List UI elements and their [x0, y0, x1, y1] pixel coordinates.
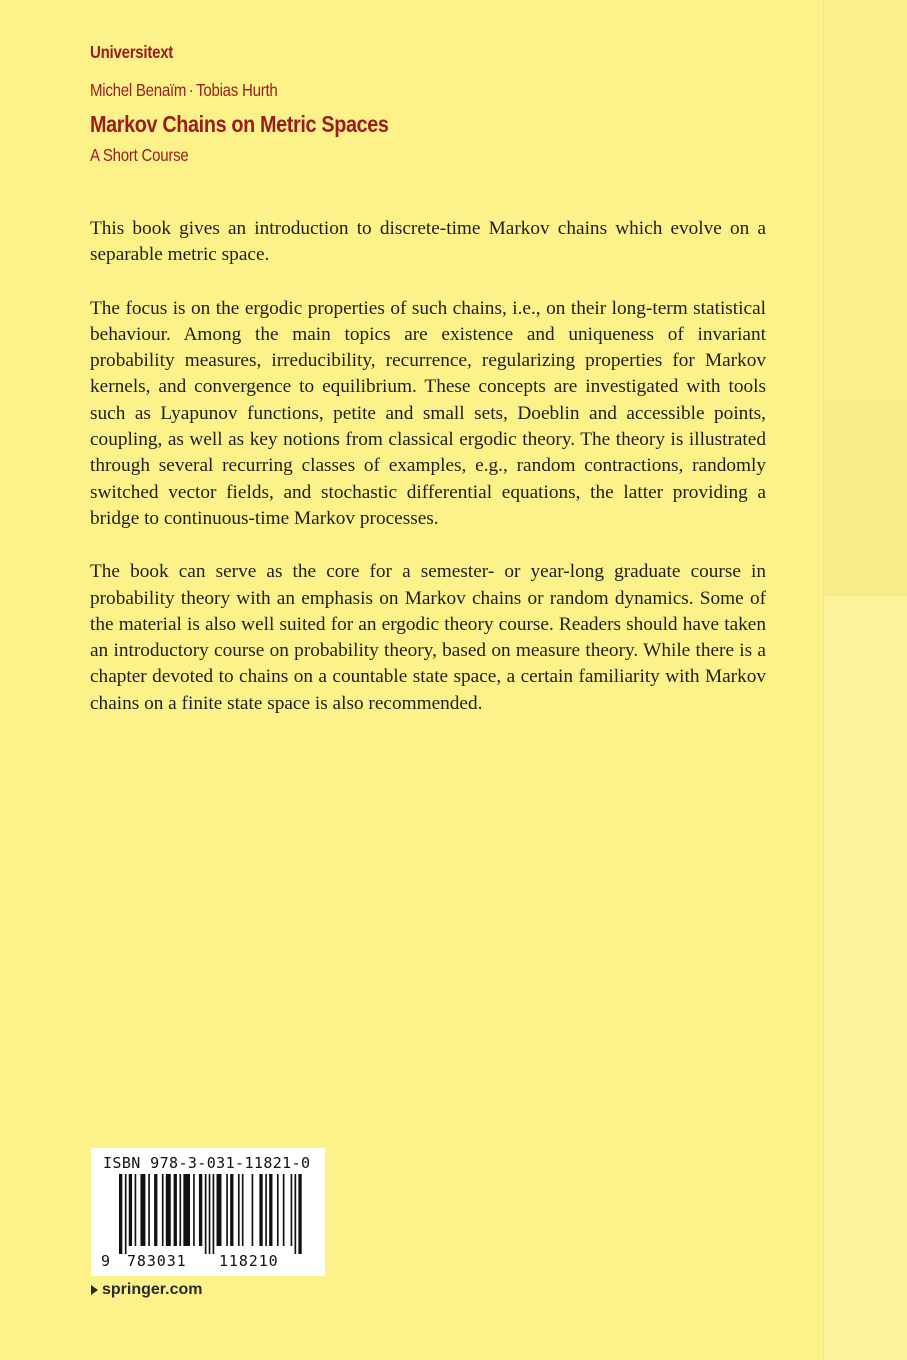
barcode-bar — [125, 1174, 127, 1254]
barcode-bar — [193, 1174, 195, 1246]
description-paragraph-2: The focus is on the ergodic properties of such chains, i.e., on their long-term statistical behaviour. Among the main topics are existence and uniqueness of invariant probability measures, irreducibility, recurrence, regularizing properties for Markov kernels, and convergence to equilibrium. These concepts are investigated with tools such as Lyapunov functions, petite and small sets, Doeblin and accessible points, coupling, as well as key notions from classical ergodic theory. The theory is illustrated through several recurring classes of examples, e.g., random contractions, randomly switched vector fields, and stochastic differential equations, the latter providing a bridge to continuous-time Markov processes. — [90, 297, 766, 529]
barcode-bar — [199, 1174, 202, 1246]
barcode-bar — [213, 1174, 215, 1254]
barcode-bar — [148, 1174, 150, 1246]
barcode-bar — [135, 1174, 137, 1246]
spine-band-middle — [824, 400, 907, 596]
barcode-first-digit: 9 — [101, 1252, 111, 1270]
barcode-bar — [252, 1174, 254, 1246]
author-1: Michel Benaïm — [90, 80, 187, 100]
triangle-right-icon — [91, 1285, 98, 1295]
book-description — [90, 216, 766, 744]
book-title: Markov Chains on Metric Spaces — [90, 111, 389, 137]
series-name: Universitext — [90, 42, 174, 62]
barcode-bar — [295, 1174, 297, 1254]
barcode-bar — [277, 1174, 279, 1246]
barcode-bar — [291, 1174, 293, 1246]
description-paragraph-3: The book can serve as the core for a semester- or year-long graduate course in probability theory with an emphasis on Markov chains or random dynamics. Some of the material is also well suited for an ergodic theory course. Readers should have taken an introductory course on probability theory, based on measure theory. While there is a chapter devoted to chains on a countable state space, a certain familiarity with Markov chains on a finite state space is also recommended. — [90, 561, 766, 714]
barcode-bar — [259, 1174, 262, 1246]
barcode-bar — [119, 1174, 122, 1254]
author-separator: · — [188, 80, 194, 100]
description-paragraph-1: This book gives an introduction to discrete-time Markov chains which evolve on a separable metric space. — [90, 218, 766, 266]
barcode-bar — [226, 1174, 228, 1246]
barcode-bar — [230, 1174, 233, 1246]
barcode-bar — [179, 1174, 181, 1246]
barcode-bar — [283, 1174, 285, 1246]
barcode-left-digits: 783031 — [127, 1252, 187, 1270]
barcode-bar — [183, 1174, 190, 1246]
publisher-website[interactable] — [91, 1281, 202, 1299]
isbn-barcode-box — [91, 1148, 325, 1276]
barcode-right-digits: 118210 — [219, 1252, 279, 1270]
spine-band-lower — [824, 596, 907, 1360]
authors-line — [90, 80, 278, 101]
barcode-bar — [242, 1174, 244, 1246]
author-2: Tobias Hurth — [196, 80, 278, 100]
barcode-bar — [129, 1174, 132, 1246]
website-label: springer.com — [102, 1281, 203, 1298]
barcode-bar — [166, 1174, 171, 1246]
barcode-bar — [174, 1174, 177, 1246]
barcode-bar — [209, 1174, 211, 1254]
barcode-bar — [205, 1174, 207, 1254]
barcode-bar — [269, 1174, 272, 1246]
spine-band-top — [824, 0, 907, 401]
book-subtitle: A Short Course — [90, 145, 189, 165]
barcode-bar — [238, 1174, 240, 1246]
barcode-bar — [154, 1174, 157, 1246]
barcode-bar — [140, 1174, 145, 1246]
barcode-bar — [162, 1174, 164, 1246]
barcode-bar — [298, 1174, 301, 1254]
barcode-bar — [265, 1174, 267, 1246]
barcode-bar — [217, 1174, 222, 1246]
isbn-label: ISBN 978-3-031-11821-0 — [103, 1154, 311, 1172]
